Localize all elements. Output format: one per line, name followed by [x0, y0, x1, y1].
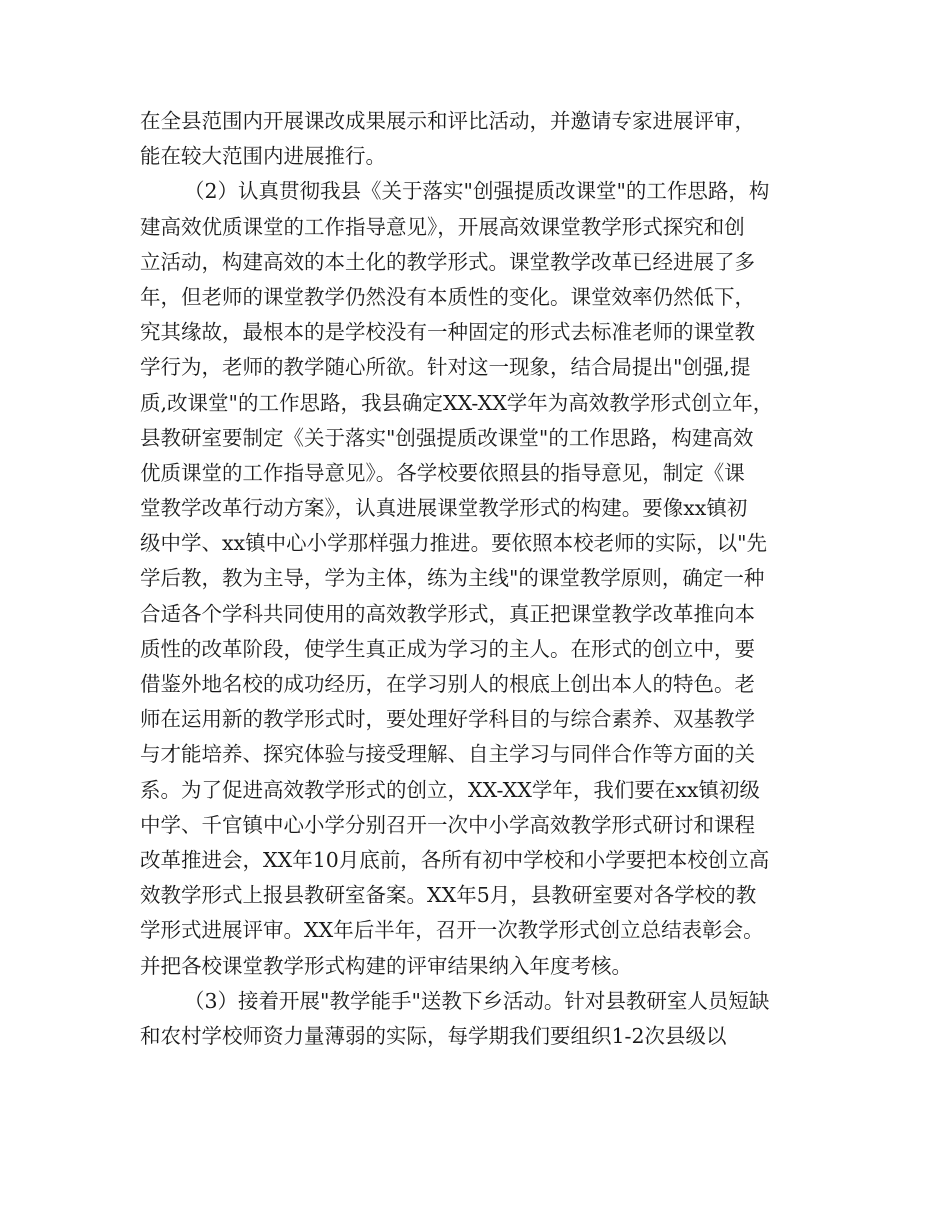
text-line: 中学、千官镇中心小学分别召开一次中小学高效教学形式研讨和课程	[140, 812, 755, 837]
text-line: 立活动，构建高效的本土化的教学形式。课堂教学改革已经进展了多	[140, 249, 755, 274]
text-line: 能在较大范围内进展推行。	[140, 144, 386, 169]
text-line: 和农村学校师资力量薄弱的实际，每学期我们要组织1-2次县级以	[140, 1023, 727, 1048]
text-line: 级中学、xx镇中心小学那样强力推进。要依照本校老师的实际，以"先	[140, 531, 768, 556]
text-line: 学后教，教为主导，学为主体，练为主线"的课堂教学原则，确定一种	[140, 566, 765, 591]
text-line: （2）认真贯彻我县《关于落实"创强提质改课堂"的工作思路，构	[184, 179, 770, 204]
text-line: 效教学形式上报县教研室备案。XX年5月，县教研室要对各学校的教	[140, 883, 757, 908]
text-line: 县教研室要制定《关于落实"创强提质改课堂"的工作思路，构建高效	[140, 425, 754, 450]
text-line: 合适各个学科共同使用的高效教学形式，真正把课堂教学改革推向本	[140, 601, 755, 626]
text-line: 质性的改革阶段，使学生真正成为学习的主人。在形式的创立中，要	[140, 636, 755, 661]
text-line: 借鉴外地名校的成功经历，在学习别人的根底上创出本人的特色。老	[140, 672, 755, 696]
text-line: 在全县范围内开展课改成果展示和评比活动，并邀请专家进展评审，	[140, 109, 755, 133]
text-line: 并把各校课堂教学形式构建的评审结果纳入年度考核。	[140, 953, 632, 978]
text-line: 质,改课堂"的工作思路，我县确定XX-XX学年为高效教学形式创立年，	[140, 390, 774, 415]
text-line: （3）接着开展"教学能手"送教下乡活动。针对县教研室人员短缺	[184, 988, 770, 1013]
text-line: 师在运用新的教学形式时，要处理好学科目的与综合素养、双基教学	[140, 707, 755, 732]
text-line: 改革推进会，XX年10月底前，各所有初中学校和小学要把本校创立高	[140, 847, 770, 872]
text-line: 优质课堂的工作指导意见》。各学校要依照县的指导意见，制定《课	[140, 460, 745, 485]
text-line: 学行为，老师的教学随心所欲。针对这一现象，结合局提出"创强,提	[140, 355, 751, 380]
document-body	[140, 104, 820, 1054]
text-line: 学形式进展评审。XX年后半年，召开一次教学形式创立总结表彰会。	[140, 918, 764, 943]
text-line: 堂教学改革行动方案》，认真进展课堂教学形式的构建。要像xx镇初	[140, 496, 748, 521]
text-line: 年，但老师的课堂教学仍然没有本质性的变化。课堂效率仍然低下，	[140, 284, 755, 309]
text-line: 系。为了促进高效教学形式的创立，XX-XX学年，我们要在xx镇初级	[140, 777, 760, 802]
text-line: 建高效优质课堂的工作指导意见》，开展高效课堂教学形式探究和创	[140, 214, 745, 239]
text-line: 究其缘故，最根本的是学校没有一种固定的形式去标准老师的课堂教	[140, 320, 755, 345]
text-line: 与才能培养、探究体验与接受理解、自主学习与同伴合作等方面的关	[140, 742, 755, 767]
